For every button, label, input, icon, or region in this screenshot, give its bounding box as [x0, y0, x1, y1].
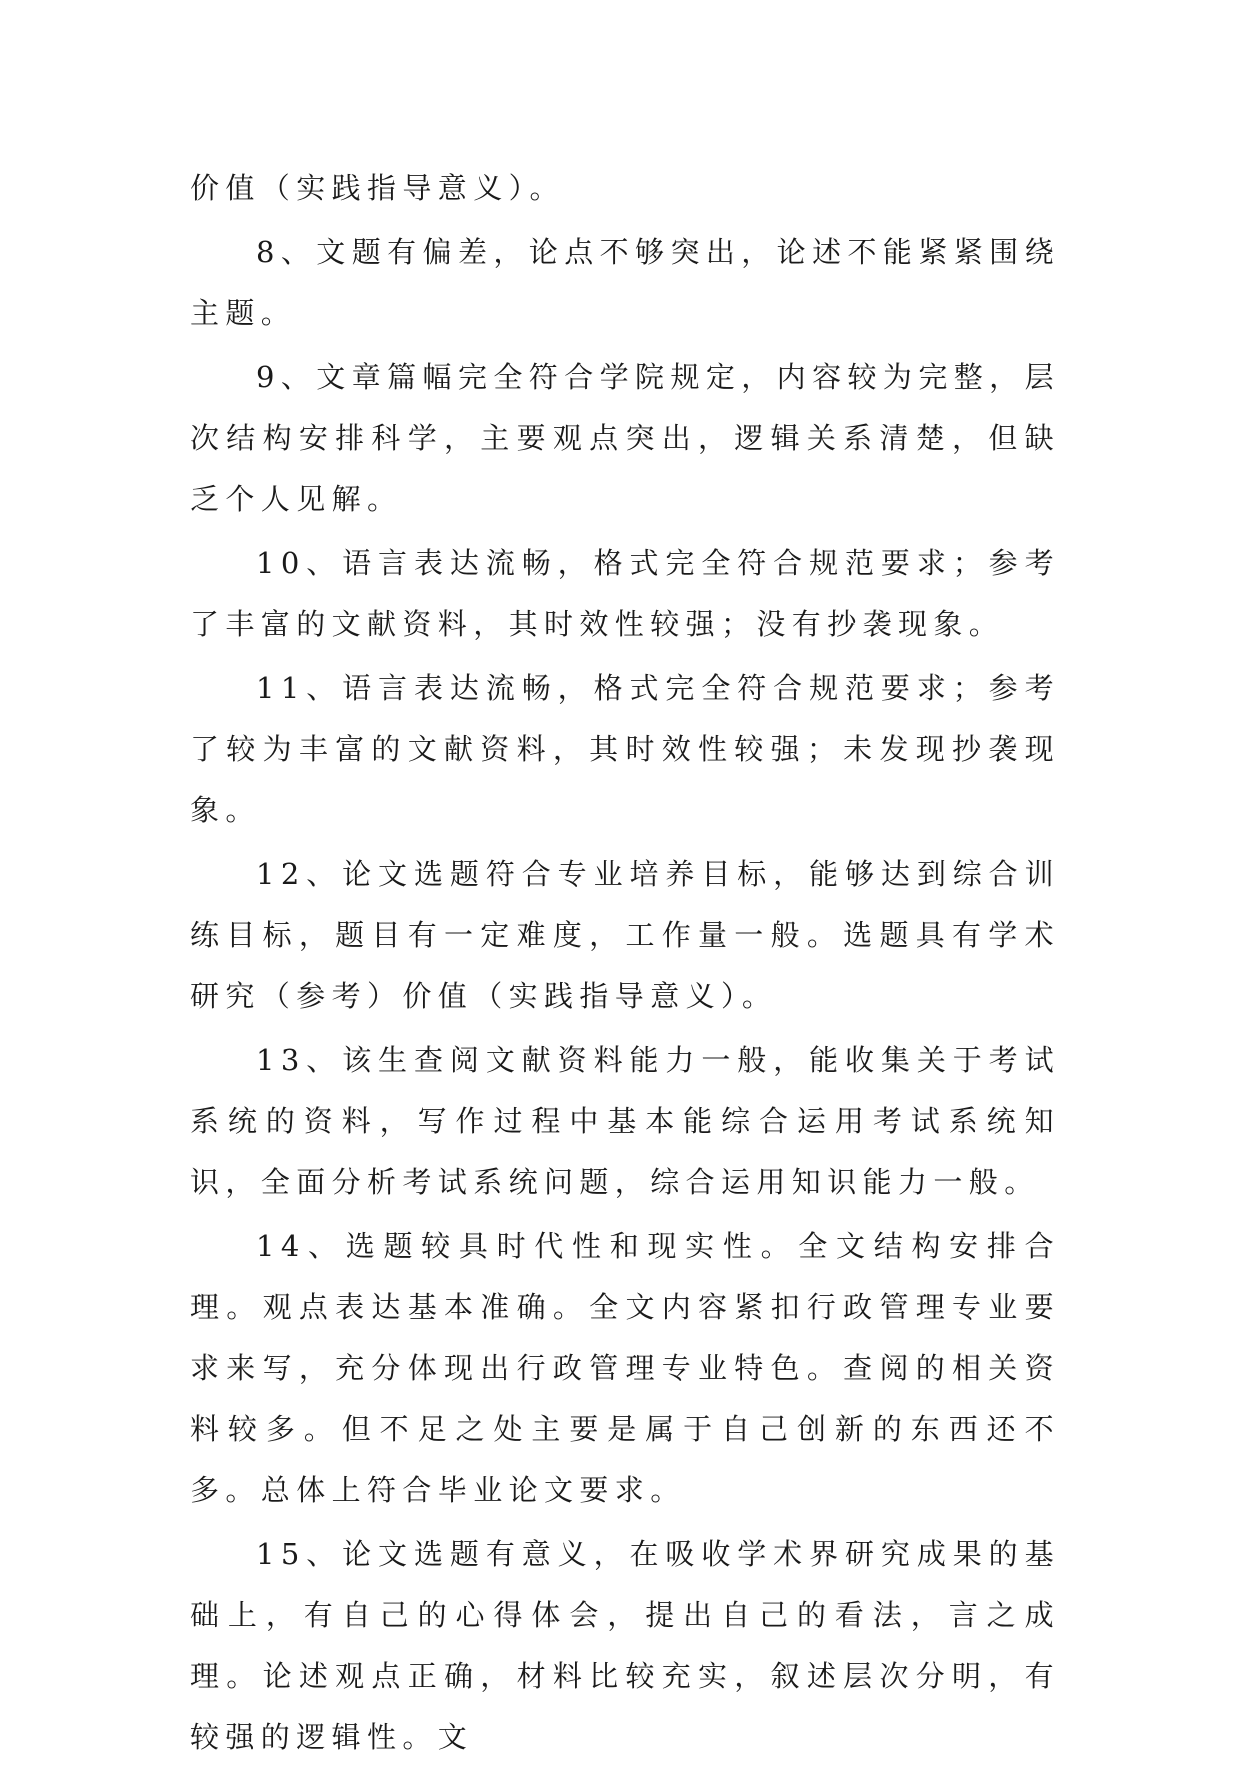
paragraph-item-10: 10、语言表达流畅，格式完全符合规范要求；参考了丰富的文献资料，其时效性较强；没有抄袭现象。 — [190, 546, 1060, 641]
paragraph-item-11: 11、语言表达流畅，格式完全符合规范要求；参考了较为丰富的文献资料，其时效性较强；未发现抄袭现象。 — [190, 671, 1060, 827]
paragraph-item-14: 14、选题较具时代性和现实性。全文结构安排合理。观点表达基本准确。全文内容紧扣行政管理专业要求来写，充分体现出行政管理专业特色。查阅的相关资料较多。但不足之处主要是属于自己创新的东西还不多。总体上符合毕业论文要求。 — [190, 1229, 1060, 1507]
paragraph-item-13: 13、该生查阅文献资料能力一般，能收集关于考试系统的资料，写作过程中基本能综合运用考试系统知识，全面分析考试系统问题，综合运用知识能力一般。 — [190, 1043, 1060, 1199]
paragraph-item-9: 9、文章篇幅完全符合学院规定，内容较为完整，层次结构安排科学，主要观点突出，逻辑关系清楚，但缺乏个人见解。 — [190, 360, 1060, 516]
paragraph-continuation: 价值（实践指导意义）。 — [190, 171, 565, 205]
paragraph-item-12: 12、论文选题符合专业培养目标，能够达到综合训练目标，题目有一定难度，工作量一般。选题具有学术研究（参考）价值（实践指导意义）。 — [190, 857, 1060, 1013]
paragraph-item-15: 15、论文选题有意义，在吸收学术界研究成果的基础上，有自己的心得体会，提出自己的看法，言之成理。论述观点正确，材料比较充实，叙述层次分明，有较强的逻辑性。文 — [190, 1537, 1060, 1754]
document-body — [190, 158, 1060, 1771]
paragraph-item-8: 8、文题有偏差，论点不够突出，论述不能紧紧围绕主题。 — [190, 235, 1060, 330]
